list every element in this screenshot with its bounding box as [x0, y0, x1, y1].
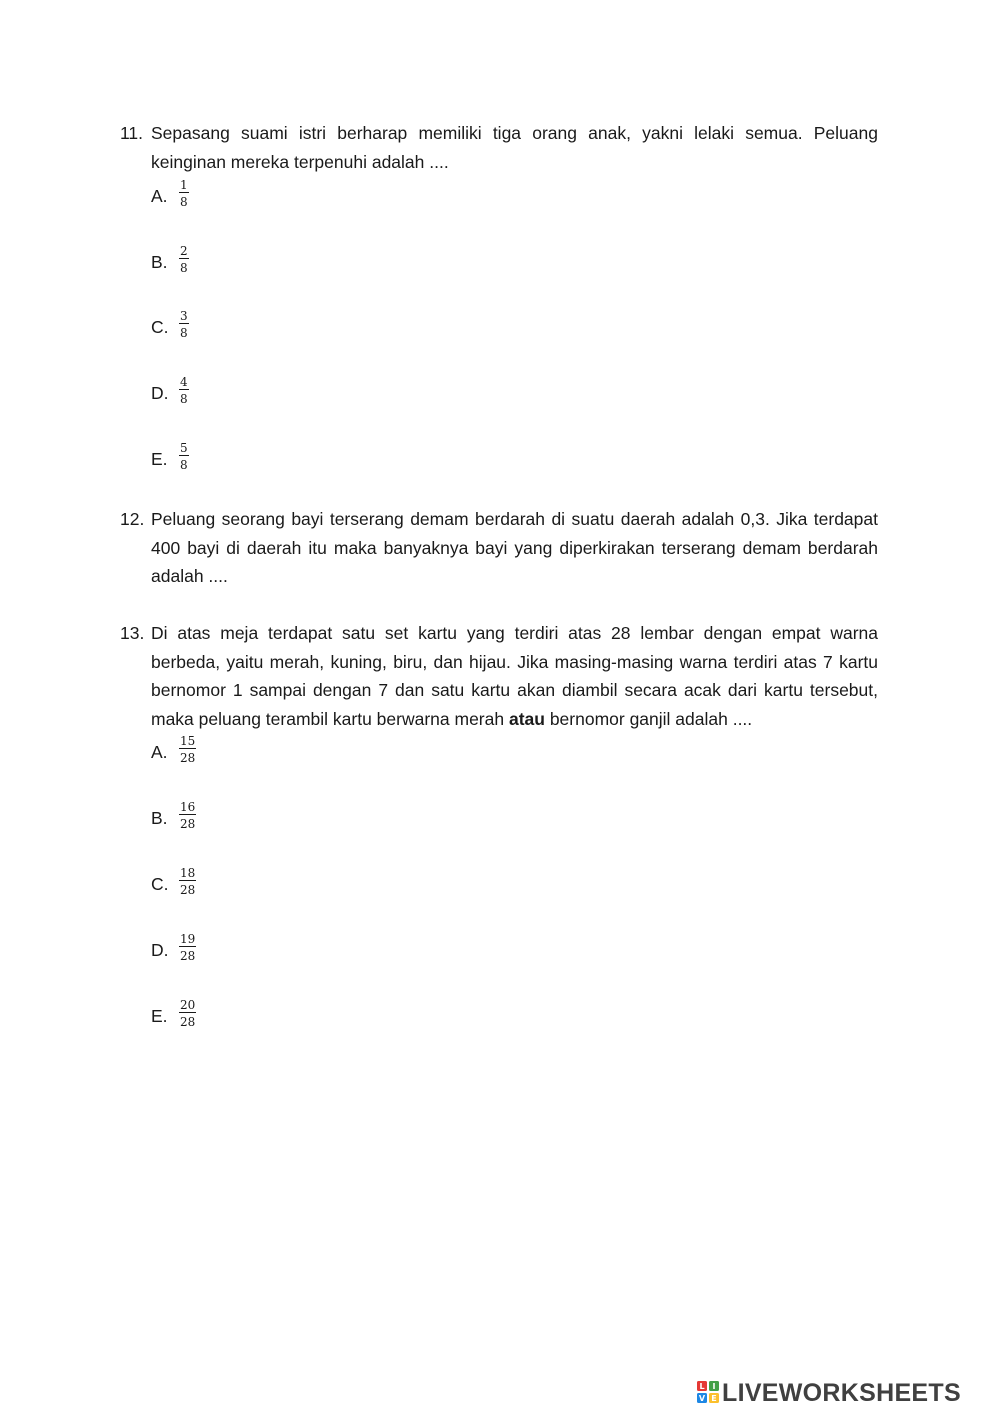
- fraction-denominator: 28: [180, 751, 196, 765]
- fraction-denominator: 8: [180, 392, 188, 406]
- option-letter: B.: [151, 252, 168, 272]
- question-number: 12.: [120, 509, 145, 529]
- fraction-numerator: 15: [180, 734, 196, 748]
- fraction-denominator: 28: [180, 1015, 196, 1029]
- fraction-numerator: 20: [180, 998, 196, 1012]
- question-text: Sepasang suami istri berharap memiliki tiga orang anak, yakni lelaki semua. Peluang keinginan mereka terpenuhi adalah ....: [151, 123, 878, 172]
- question-text-part: Di atas meja terdapat satu set kartu yang terdiri atas 28 lembar dengan empat warna berbeda, yaitu merah, kuning, biru, dan hijau. Jika masing-masing warna terdiri atas 7 kartu bernomor 1 sampai dengan 7 dan satu kartu akan diambil secara acak dari kartu tersebut, maka peluang terambil kartu berwarna merah: [151, 623, 878, 729]
- option-letter: E.: [151, 1006, 168, 1026]
- question-text: Peluang seorang bayi terserang demam berdarah di suatu daerah adalah 0,3. Jika terdapat 400 bayi di daerah itu maka banyaknya bayi yang diperkirakan terserang demam berdarah adalah ....: [151, 509, 878, 586]
- liveworksheets-logo-icon: [697, 1381, 719, 1403]
- fraction-denominator: 8: [180, 261, 188, 275]
- question-text-part: bernomor ganjil adalah ....: [544, 708, 753, 729]
- fraction-numerator: 3: [180, 309, 188, 323]
- q11-option-b: [151, 244, 351, 288]
- q11-option-c: [151, 309, 351, 353]
- option-fraction: [179, 866, 196, 897]
- question-12: [120, 505, 878, 591]
- fraction-denominator: 28: [180, 949, 196, 963]
- fraction-numerator: 1: [180, 178, 188, 192]
- question-text: [151, 619, 878, 733]
- svg-text:L: L: [699, 1382, 705, 1391]
- option-letter: C.: [151, 317, 169, 337]
- q13-option-c: [151, 866, 351, 910]
- fraction-denominator: 8: [180, 195, 188, 209]
- q11-option-e: [151, 441, 351, 485]
- option-letter: A.: [151, 742, 168, 762]
- fraction-numerator: 4: [180, 375, 188, 389]
- option-fraction: [179, 932, 196, 963]
- option-letter: B.: [151, 808, 168, 828]
- option-fraction: [179, 800, 196, 831]
- fraction-numerator: 16: [180, 800, 196, 814]
- option-fraction: [179, 734, 196, 765]
- q13-option-d: [151, 932, 351, 976]
- brand-name: LIVEWORKSHEETS: [722, 1379, 961, 1407]
- question-text-emphasis: atau: [508, 708, 545, 729]
- option-letter: E.: [151, 449, 168, 469]
- option-fraction: [179, 998, 196, 1029]
- option-letter: D.: [151, 940, 169, 960]
- svg-text:I: I: [712, 1382, 716, 1391]
- fraction-numerator: 2: [180, 244, 188, 258]
- fraction-denominator: 28: [180, 883, 196, 897]
- q13-option-b: [151, 800, 351, 844]
- option-letter: D.: [151, 383, 169, 403]
- q13-option-e: [151, 998, 351, 1042]
- fraction-denominator: 8: [180, 326, 188, 340]
- svg-text:E: E: [711, 1394, 717, 1403]
- option-letter: C.: [151, 874, 169, 894]
- question-number: 11.: [120, 123, 144, 143]
- option-fraction: [179, 375, 189, 406]
- fraction-denominator: 8: [180, 458, 188, 472]
- option-fraction: [179, 244, 189, 275]
- liveworksheets-brand: [697, 1380, 997, 1406]
- q11-option-a: [151, 178, 351, 222]
- option-fraction: [179, 441, 189, 472]
- question-13: [120, 619, 878, 733]
- fraction-denominator: 28: [180, 817, 196, 831]
- svg-text:V: V: [698, 1394, 706, 1403]
- fraction-numerator: 18: [180, 866, 196, 880]
- q13-option-a: [151, 734, 351, 778]
- option-fraction: [179, 309, 189, 340]
- question-number: 13.: [120, 623, 145, 643]
- q11-option-d: [151, 375, 351, 419]
- fraction-numerator: 19: [180, 932, 196, 946]
- option-fraction: [179, 178, 189, 209]
- fraction-numerator: 5: [180, 441, 188, 455]
- option-letter: A.: [151, 186, 168, 206]
- question-11: [120, 119, 878, 176]
